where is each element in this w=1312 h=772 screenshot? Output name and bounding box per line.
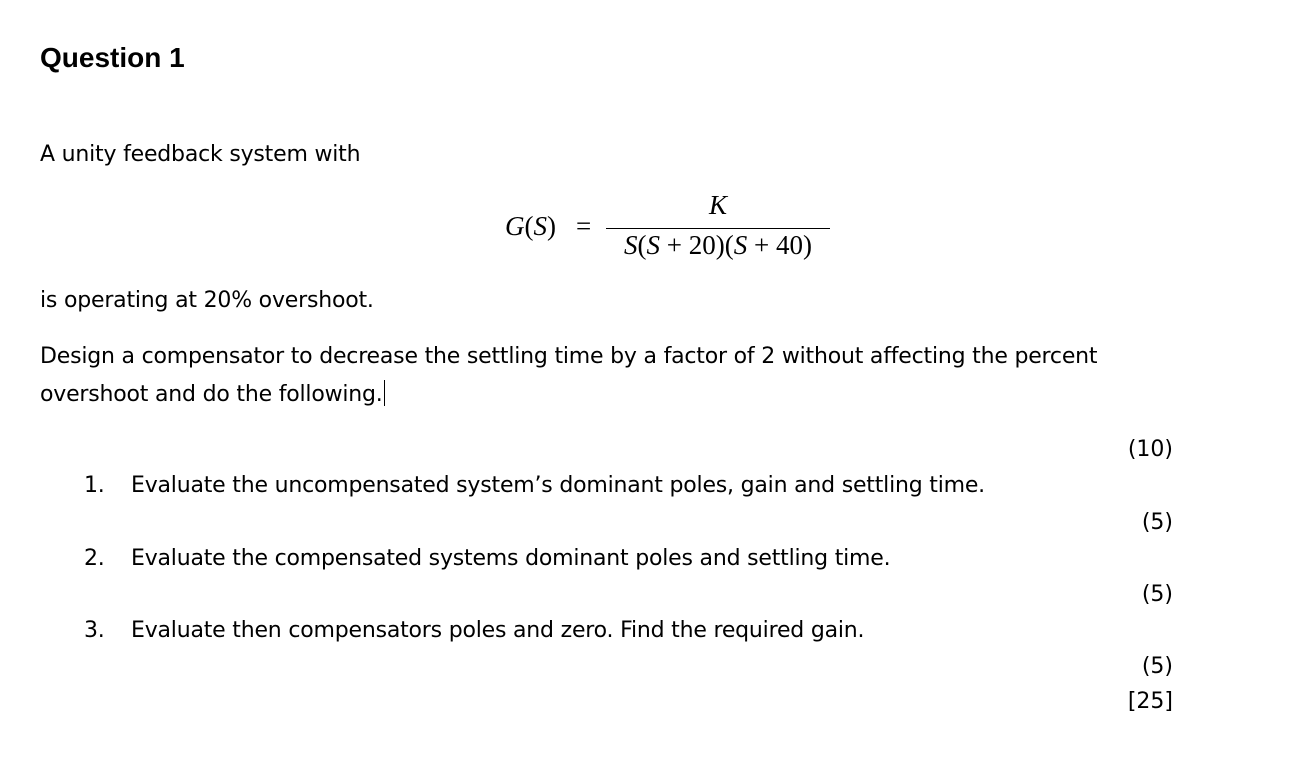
equation-func: G [505,211,525,241]
list-item-number-2: 2. [84,546,105,571]
list-item-text-2: Evaluate the compensated systems dominant poles and settling time. [131,546,891,571]
marks-total: [25] [1127,689,1173,714]
operating-text: is operating at 20% overshoot. [40,288,374,313]
list-item-number-3: 3. [84,618,105,643]
list-item-text-3: Evaluate then compensators poles and zero. Find the required gain. [131,618,865,643]
equation-lhs-var: S [533,211,547,241]
marks-item-1: (10) [1127,437,1173,462]
design-text-line1: Design a compensator to decrease the settling time by a factor of 2 without affecting the percent [40,344,1098,369]
text-cursor [384,380,385,406]
fraction-bar [606,228,830,229]
marks-item-2: (5) [1141,510,1173,535]
question-heading: Question 1 [40,42,185,73]
equation-lhs [505,211,556,242]
equation-equals: = [576,211,592,241]
marks-final: (5) [1141,654,1173,679]
list-item-number-1: 1. [84,473,105,498]
equation-numerator: K [708,190,727,220]
marks-item-3: (5) [1141,582,1173,607]
equation-denominator: S(S + 20)(S + 40) [624,230,812,260]
list-item-text-1: Evaluate the uncompensated system’s dominant poles, gain and settling time. [131,473,985,498]
equation-lhs-open: ( [524,211,534,241]
design-text-line2: overshoot and do the following. [40,382,383,407]
equation-lhs-close: ) [547,211,556,241]
equation-fraction [606,190,830,270]
intro-text: A unity feedback system with [40,142,361,167]
